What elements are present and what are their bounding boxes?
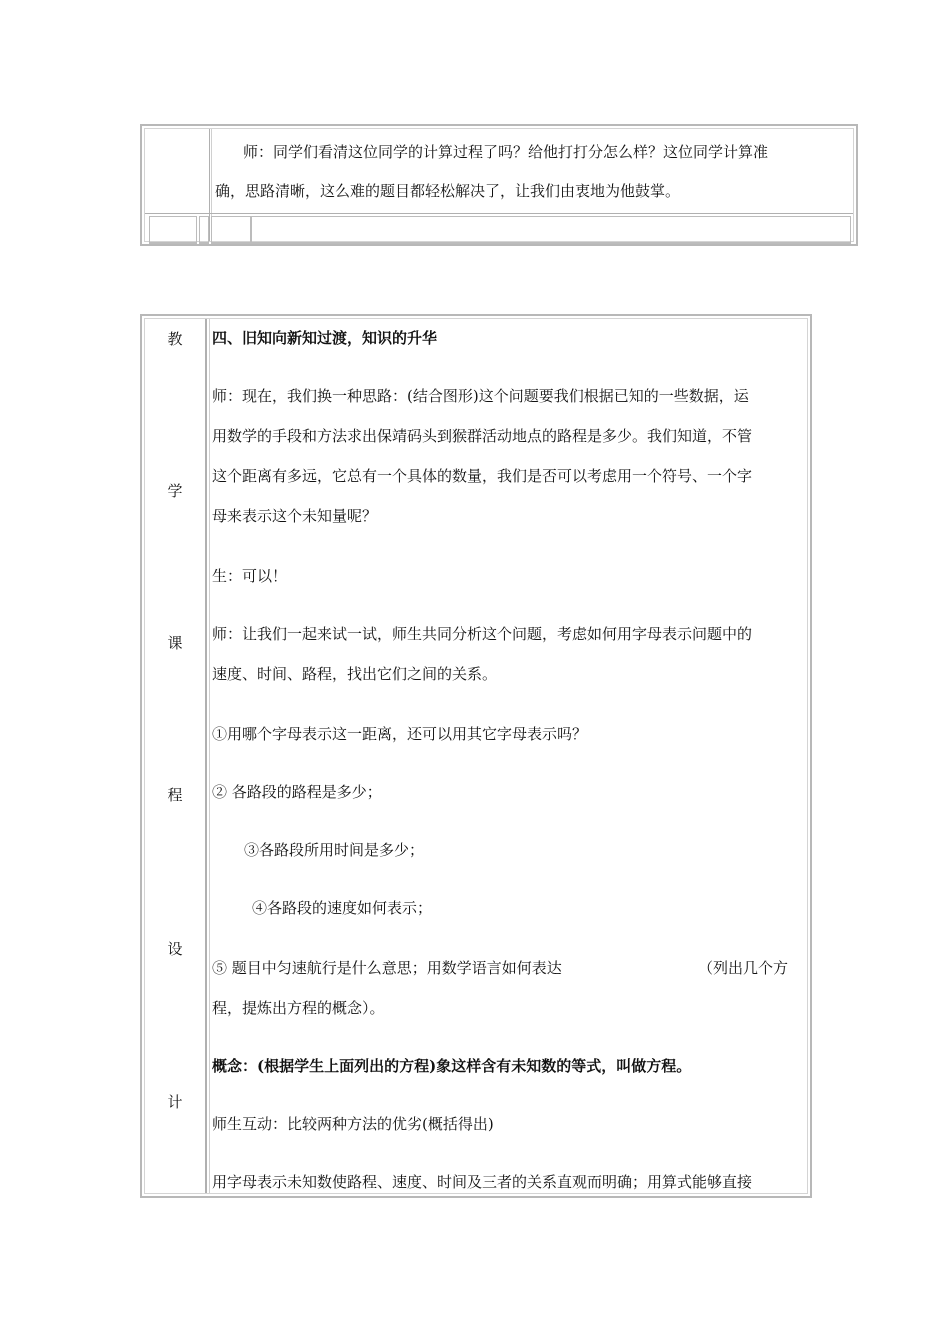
section-heading: 四、旧知向新知过渡，知识的升华 bbox=[212, 329, 438, 347]
question-item: ⑤ 题目中匀速航行是什么意思；用数学语言如何表达 bbox=[212, 959, 562, 977]
empty-cell bbox=[251, 216, 851, 244]
top-table bbox=[140, 124, 858, 246]
side-label-char: 课 bbox=[167, 634, 183, 652]
question-item-tail: （列出几个方 bbox=[698, 959, 789, 977]
empty-cell bbox=[199, 216, 209, 244]
side-label-char: 程 bbox=[167, 786, 183, 804]
content-line: 母来表示这个未知量呢？ bbox=[212, 507, 378, 525]
side-label-char: 设 bbox=[167, 940, 183, 958]
content-line: 师生互动：比较两种方法的优劣(概括得出) bbox=[212, 1115, 494, 1133]
content-line: 师：现在，我们换一种思路：(结合图形)这个问题要我们根据已知的一些数据，运 bbox=[212, 387, 749, 405]
side-label-column bbox=[145, 319, 207, 1193]
top-table-inner bbox=[144, 128, 854, 242]
question-item: ② 各路段的路程是多少； bbox=[212, 783, 382, 801]
question-item: ③各路段所用时间是多少； bbox=[244, 841, 425, 859]
top-table-empty-row bbox=[145, 213, 853, 246]
lesson-design-table bbox=[140, 314, 812, 1198]
paragraph-line: 师：同学们看清这位同学的计算过程了吗？给他打打分怎么样？这位同学计算准 bbox=[243, 143, 769, 161]
lesson-design-table-inner bbox=[144, 318, 808, 1194]
content-line: 速度、时间、路程，找出它们之间的关系。 bbox=[212, 665, 498, 683]
teacher-praise-paragraph bbox=[215, 133, 835, 211]
empty-cell bbox=[211, 216, 251, 244]
side-label-char: 教 bbox=[167, 330, 183, 348]
concept-definition: 概念：(根据学生上面列出的方程)象这样含有未知数的等式，叫做方程。 bbox=[212, 1057, 692, 1075]
side-label-char: 学 bbox=[167, 482, 183, 500]
question-item: ①用哪个字母表示这一距离，还可以用其它字母表示吗？ bbox=[212, 725, 588, 743]
content-line: 生：可以！ bbox=[212, 567, 288, 585]
side-label-char: 计 bbox=[167, 1093, 183, 1111]
question-item: ④各路段的速度如何表示； bbox=[252, 899, 433, 917]
content-line: 程，提炼出方程的概念）。 bbox=[212, 999, 385, 1017]
content-line: 师：让我们一起来试一试，师生共同分析这个问题，考虑如何用字母表示问题中的 bbox=[212, 625, 753, 643]
lesson-content bbox=[209, 319, 807, 1193]
content-line: 这个距离有多远，它总有一个具体的数量，我们是否可以考虑用一个符号、一个字 bbox=[212, 467, 753, 485]
paragraph-line: 确，思路清晰，这么难的题目都轻松解决了，让我们由衷地为他鼓掌。 bbox=[215, 182, 681, 200]
empty-cell bbox=[149, 216, 197, 244]
content-line: 用字母表示未知数使路程、速度、时间及三者的关系直观而明确；用算式能够直接 bbox=[212, 1173, 753, 1191]
content-line: 用数学的手段和方法求出保靖码头到猴群活动地点的路程是多少。我们知道，不管 bbox=[212, 427, 753, 445]
